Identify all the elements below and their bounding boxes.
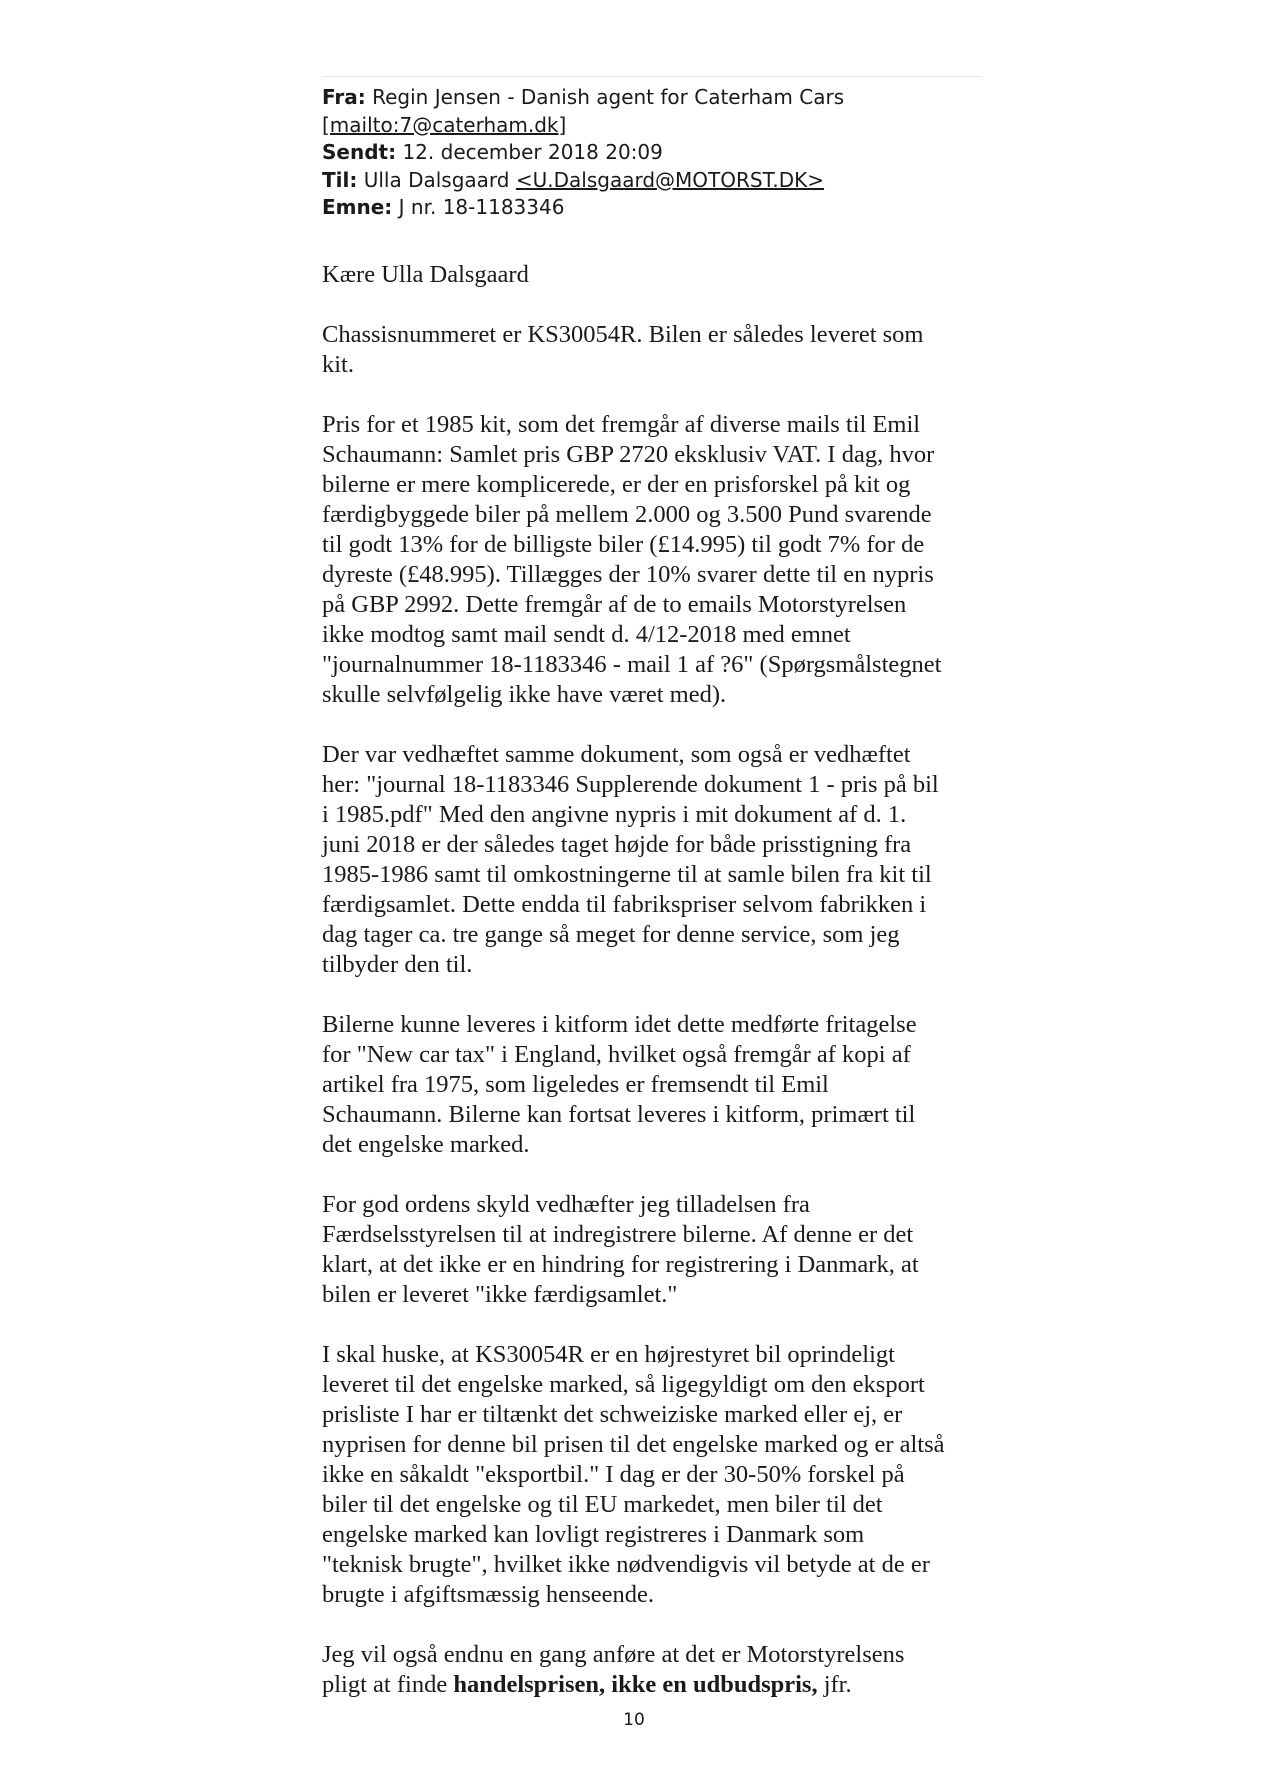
- bold-emphasis: handelsprisen, ikke en udbudspris,: [453, 1671, 818, 1698]
- text-line: bilerne er mere komplicerede, er der en prisforskel på kit og: [322, 471, 911, 498]
- text-line: Der var vedhæftet samme dokument, som også er vedhæftet: [322, 741, 911, 768]
- to-line: [322, 167, 1082, 195]
- letter-body: [322, 260, 1002, 1730]
- text-line: til godt 13% for de billigste biler (£14.995) til godt 7% for de: [322, 531, 925, 558]
- subject-label: Emne:: [322, 195, 393, 219]
- text-line: Schaumann: Samlet pris GBP 2720 eksklusiv VAT. I dag, hvor: [322, 441, 935, 468]
- text-line: Chassisnummeret er KS30054R. Bilen er således leveret som: [322, 321, 924, 348]
- text-line: engelske marked kan lovligt registreres i Danmark som: [322, 1521, 865, 1548]
- text-line: Færdselsstyrelsen til at indregistrere bilerne. Af denne er det: [322, 1221, 914, 1248]
- text-line: færdigbyggede biler på mellem 2.000 og 3.500 Pund svarende: [322, 501, 932, 528]
- to-email-link[interactable]: <U.Dalsgaard@MOTORST.DK>: [515, 167, 825, 192]
- from-value: Regin Jensen - Danish agent for Caterham Cars: [372, 85, 845, 109]
- text-line: bilen er leveret "ikke færdigsamlet.": [322, 1281, 678, 1308]
- paragraph-2: [322, 410, 1002, 710]
- text-line: ikke modtog samt mail sendt d. 4/12-2018 med emnet: [322, 621, 851, 648]
- paragraph-3: [322, 740, 1002, 980]
- text-line: tilbyder den til.: [322, 951, 473, 978]
- paragraph-7-line-1: Jeg vil også endnu en gang anføre at det er Motorstyrelsens: [322, 1641, 905, 1668]
- text-line: kit.: [322, 351, 354, 378]
- text-line: 1985-1986 samt til omkostningerne til at samle bilen fra kit til: [322, 861, 932, 888]
- text-line: "teknisk brugte", hvilket ikke nødvendigvis vil betyde at de er: [322, 1551, 930, 1578]
- text-line: I skal huske, at KS30054R er en højrestyret bil oprindeligt: [322, 1341, 895, 1368]
- sent-value: 12. december 2018 20:09: [402, 140, 663, 164]
- text-line: biler til det engelske og til EU markedet, men biler til det: [322, 1491, 883, 1518]
- from-line: [322, 84, 1082, 112]
- email-header: [322, 84, 1082, 222]
- text-line: leveret til det engelske marked, så ligegyldigt om den eksport: [322, 1371, 925, 1398]
- text-line: dyreste (£48.995). Tillægges der 10% svarer dette til en nypris: [322, 561, 934, 588]
- text-line: nyprisen for denne bil prisen til det engelske marked og er altså: [322, 1431, 945, 1458]
- text-line: skulle selvfølgelig ikke have været med).: [322, 681, 727, 708]
- text-line: Bilerne kunne leveres i kitform idet dette medførte fritagelse: [322, 1011, 917, 1038]
- mailto-link[interactable]: [mailto:7@caterham.dk]: [322, 112, 567, 137]
- text-line: Schaumann. Bilerne kan fortsat leveres i kitform, primært til: [322, 1101, 916, 1128]
- text-line: klart, at det ikke er en hindring for registrering i Danmark, at: [322, 1251, 919, 1278]
- from-label: Fra:: [322, 85, 366, 109]
- text-line: juni 2018 er der således taget højde for både prisstigning fra: [322, 831, 912, 858]
- text-line: her: "journal 18-1183346 Supplerende dokument 1 - pris på bil: [322, 771, 939, 798]
- text-line: for "New car tax" i England, hvilket også fremgår af kopi af: [322, 1041, 911, 1068]
- text-line: brugte i afgiftsmæssig henseende.: [322, 1581, 655, 1608]
- mailto-line: [322, 112, 1082, 140]
- sent-label: Sendt:: [322, 140, 397, 164]
- subject-value: J nr. 18-1183346: [398, 195, 565, 219]
- paragraph-5: [322, 1190, 1002, 1310]
- page-number: 10: [623, 1710, 645, 1730]
- to-label: Til:: [322, 167, 358, 192]
- text-line: det engelske marked.: [322, 1131, 530, 1158]
- subject-line: [322, 194, 1082, 222]
- greeting: Kære Ulla Dalsgaard: [322, 261, 529, 288]
- text-line: ikke en såkaldt "eksportbil." I dag er der 30-50% forskel på: [322, 1461, 905, 1488]
- text-line: dag tager ca. tre gange så meget for denne service, som jeg: [322, 921, 900, 948]
- paragraph-4: [322, 1010, 1002, 1160]
- to-name: Ulla Dalsgaard: [363, 167, 510, 192]
- paragraph-1: [322, 320, 1002, 380]
- text-line: Pris for et 1985 kit, som det fremgår af diverse mails til Emil: [322, 411, 921, 438]
- paragraph-7: [322, 1640, 1002, 1700]
- text-line: For god ordens skyld vedhæfter jeg tilladelsen fra: [322, 1191, 810, 1218]
- top-rule: [322, 76, 982, 77]
- paragraph-6: [322, 1340, 1002, 1610]
- text-line: artikel fra 1975, som ligeledes er fremsendt til Emil: [322, 1071, 829, 1098]
- paragraph-7-line-2: pligt at finde handelsprisen, ikke en udbudspris, jfr.: [322, 1671, 852, 1698]
- text-line: "journalnummer 18-1183346 - mail 1 af ?6" (Spørgsmålstegnet: [322, 651, 942, 678]
- text-line: på GBP 2992. Dette fremgår af de to emails Motorstyrelsen: [322, 591, 907, 618]
- text-line: færdigsamlet. Dette endda til fabrikspriser selvom fabrikken i: [322, 891, 927, 918]
- text-line: i 1985.pdf" Med den angivne nypris i mit dokument af d. 1.: [322, 801, 907, 828]
- text-line: prisliste I har er tiltænkt det schweiziske marked eller ej, er: [322, 1401, 903, 1428]
- sent-line: [322, 139, 1082, 167]
